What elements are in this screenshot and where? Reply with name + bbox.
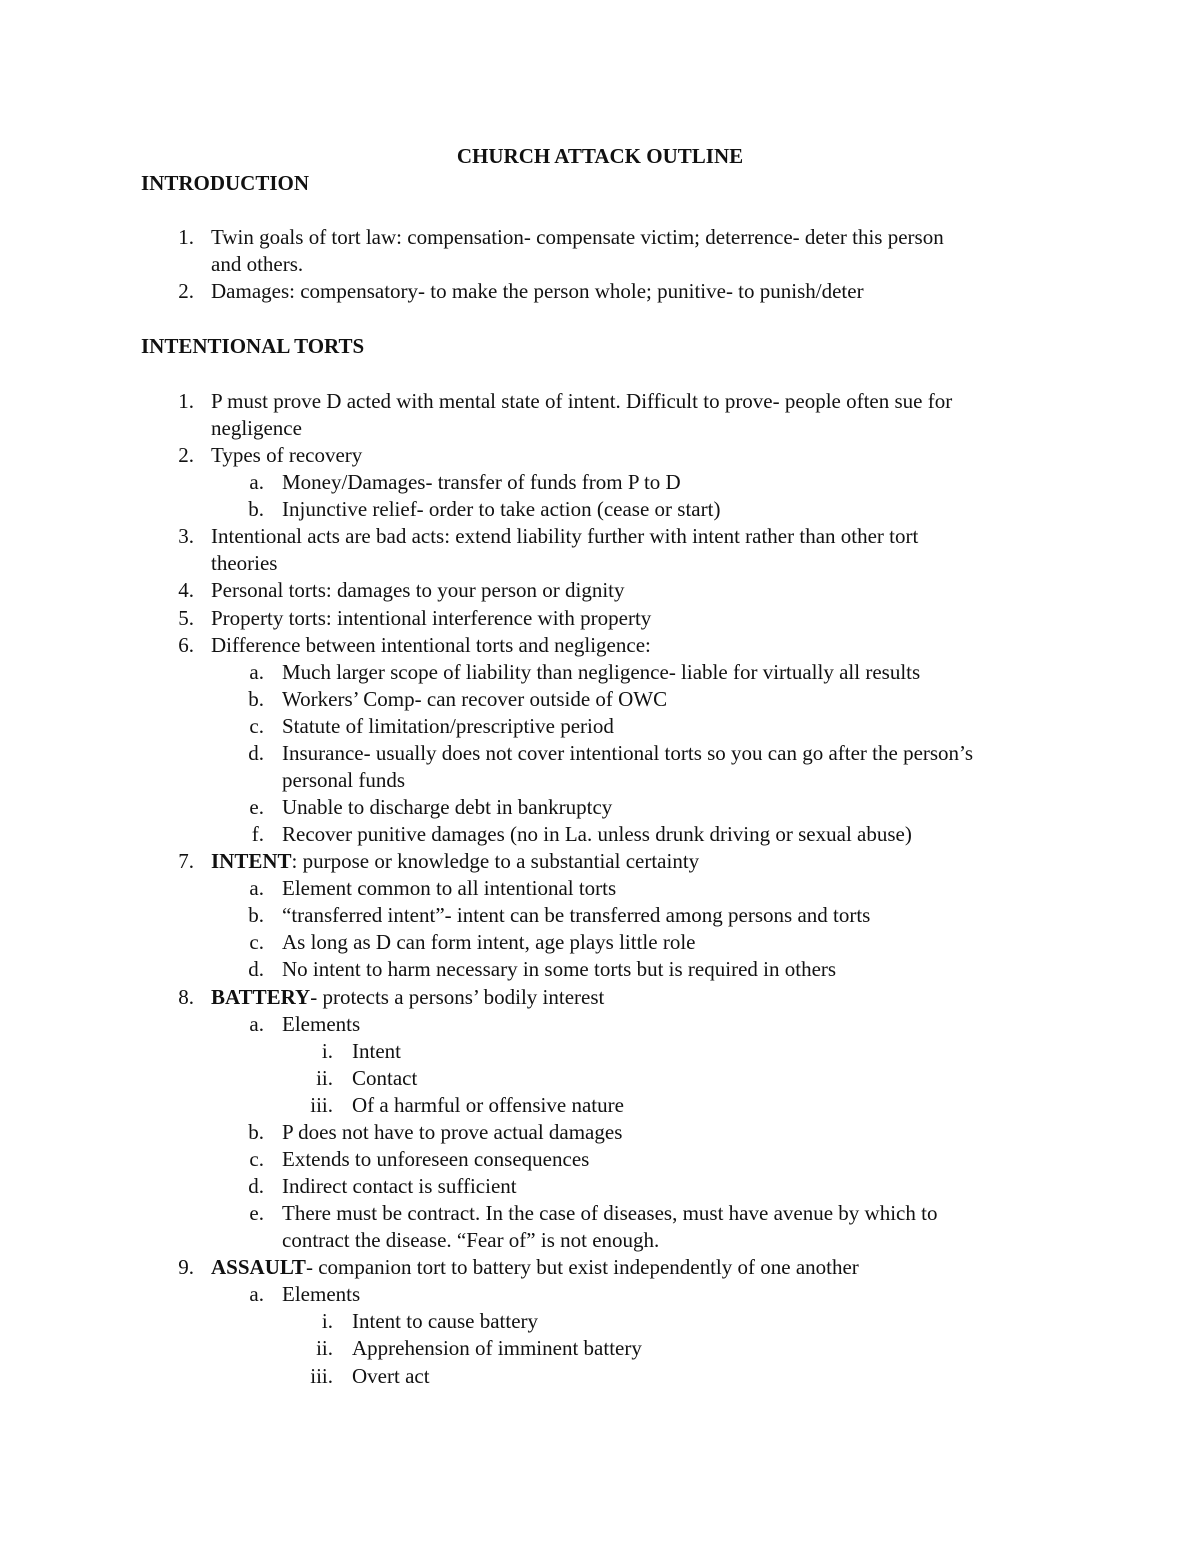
list-marker: i. [321, 1038, 333, 1063]
list-item-text: Recover punitive damages (no in La. unless drunk driving or sexual abuse) [282, 822, 912, 847]
list-marker: e. [249, 795, 264, 820]
list-item-text: Twin goals of tort law: compensation- compensate victim; deterrence- deter this person [211, 225, 944, 249]
list-item-text: Types of recovery [211, 443, 363, 468]
list-item-text: Intent to cause battery [352, 1309, 539, 1334]
heading-intentional-torts: INTENTIONAL TORTS [141, 334, 365, 358]
list-marker: a. [249, 1282, 264, 1307]
list-item-text: INTENT: purpose or knowledge to a substantial certainty [211, 849, 700, 874]
list-marker: b. [248, 903, 264, 928]
list-item-text: Money/Damages- transfer of funds from P to D [282, 470, 681, 495]
term-bold: BATTERY [211, 984, 311, 1009]
list-item-text: P must prove D acted with mental state of intent. Difficult to prove- people often sue for [211, 389, 953, 413]
list-marker: 5. [178, 605, 194, 630]
term-bold: ASSAULT [211, 1255, 306, 1280]
list-item-text: Elements [282, 1011, 361, 1036]
list-item-text: Workers’ Comp- can recover outside of OWC [282, 686, 668, 711]
list-marker: 7. [178, 849, 194, 874]
list-item-text: Personal torts: damages to your person or dignity [211, 578, 625, 603]
list-item-text: Insurance- usually does not cover intentional torts so you can go after the person’s [282, 740, 974, 765]
document-title: CHURCH ATTACK OUTLINE [456, 144, 744, 168]
list-item-text: Overt act [352, 1363, 430, 1388]
list-item-text: Indirect contact is sufficient [282, 1174, 517, 1199]
list-marker: 1. [178, 389, 194, 413]
list-marker: iii. [310, 1092, 333, 1117]
list-marker: c. [249, 713, 264, 738]
list-marker: ii. [316, 1336, 333, 1361]
list-item-text: Statute of limitation/prescriptive period [282, 713, 614, 738]
list-item-text: and others. [211, 252, 304, 277]
list-item-text: Intent [352, 1038, 401, 1063]
list-marker: a. [249, 470, 264, 495]
list-item-text: As long as D can form intent, age plays little role [282, 930, 696, 955]
list-marker: 2. [178, 443, 194, 468]
list-item-text: Intentional acts are bad acts: extend liability further with intent rather than other tort [211, 524, 919, 549]
list-item-text: P does not have to prove actual damages [282, 1119, 623, 1144]
list-marker: a. [249, 876, 264, 901]
term-bold: INTENT [211, 849, 292, 874]
list-marker: i. [321, 1309, 333, 1334]
list-marker: 1. [178, 225, 194, 249]
list-marker: e. [249, 1201, 264, 1226]
list-item-text: Contact [352, 1065, 418, 1090]
list-item-text: There must be contract. In the case of diseases, must have avenue by which to [282, 1201, 938, 1226]
list-marker: 2. [178, 279, 194, 304]
list-marker: d. [248, 957, 264, 982]
list-marker: c. [249, 930, 264, 955]
list-item-text: Property torts: intentional interference with property [211, 605, 652, 630]
list-marker: d. [248, 1174, 264, 1199]
list-marker: b. [248, 497, 264, 522]
list-marker: ii. [316, 1065, 333, 1090]
list-marker: 4. [178, 578, 194, 603]
list-item-text: Extends to unforeseen consequences [282, 1146, 590, 1171]
list-item-text: Much larger scope of liability than negligence- liable for virtually all results [282, 659, 921, 684]
list-item-text: ASSAULT- companion tort to battery but exist independently of one another [211, 1255, 859, 1280]
list-item-text: BATTERY- protects a persons’ bodily interest [211, 984, 605, 1009]
list-item-text: Difference between intentional torts and negligence: [211, 632, 651, 657]
list-marker: 6. [178, 632, 194, 657]
list-marker: 9. [178, 1255, 194, 1280]
list-item-text: negligence [211, 416, 302, 441]
list-marker: 8. [178, 984, 194, 1009]
list-item-text: No intent to harm necessary in some torts but is required in others [282, 957, 837, 982]
list-marker: b. [248, 1119, 264, 1144]
list-marker: 3. [178, 524, 194, 549]
list-item-text: theories [211, 551, 278, 576]
list-item-text: “transferred intent”- intent can be transferred among persons and torts [282, 903, 871, 928]
list-item-text: Of a harmful or offensive nature [352, 1092, 624, 1117]
list-marker: b. [248, 686, 264, 711]
list-marker: a. [249, 659, 264, 684]
list-marker: c. [249, 1146, 264, 1171]
list-item-text: Element common to all intentional torts [282, 876, 617, 901]
list-item-text: Injunctive relief- order to take action (cease or start) [282, 497, 721, 522]
list-item-text: personal funds [282, 767, 406, 792]
list-item-text: Damages: compensatory- to make the person whole; punitive- to punish/deter [211, 279, 864, 304]
heading-introduction: INTRODUCTION [141, 171, 310, 195]
list-marker: f. [251, 822, 264, 847]
list-item-text: Elements [282, 1282, 361, 1307]
list-marker: d. [248, 740, 264, 765]
list-item-text: Apprehension of imminent battery [352, 1336, 642, 1361]
list-item-text: Unable to discharge debt in bankruptcy [282, 795, 613, 820]
list-item-text: contract the disease. “Fear of” is not enough. [282, 1228, 660, 1253]
list-marker: a. [249, 1011, 264, 1036]
list-marker: iii. [310, 1363, 333, 1388]
